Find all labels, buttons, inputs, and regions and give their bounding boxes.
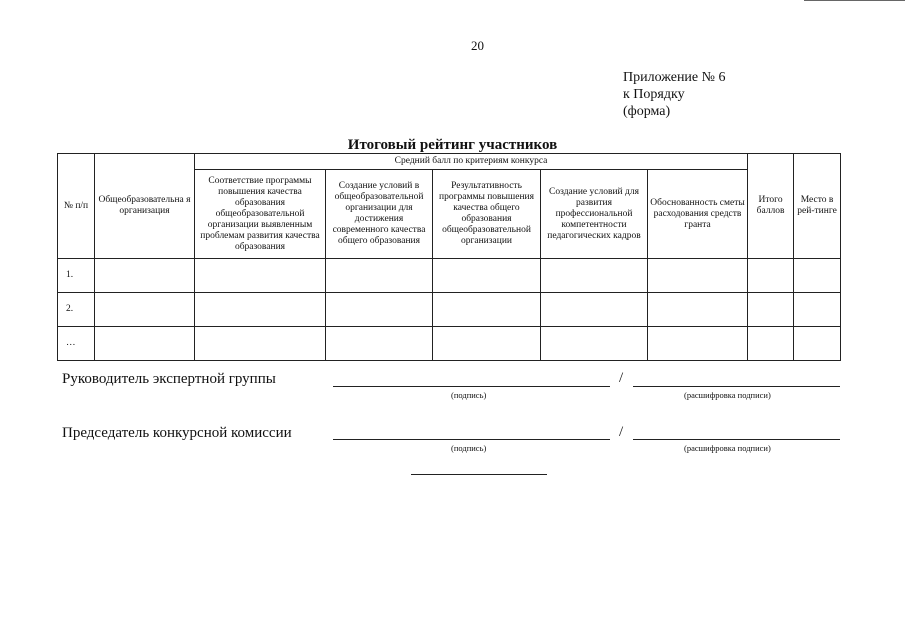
- signature-caption: (подпись): [451, 443, 487, 453]
- rating-table: [57, 153, 841, 361]
- decode-line: [633, 386, 840, 387]
- table-cell: [648, 293, 748, 327]
- table-cell: [433, 259, 541, 293]
- header-criterion-2: Создание условий в общеобразовательной организации для достижения современного качества общего образования: [326, 170, 433, 259]
- signature-slash: /: [619, 370, 624, 386]
- signature-line: [333, 439, 610, 440]
- table-cell: [541, 259, 648, 293]
- table-cell: [195, 327, 326, 361]
- header-criterion-3: Результативность программы повышения качества общего образования общеобразовательной организации: [433, 170, 541, 259]
- appendix-note: [623, 69, 726, 120]
- table-cell: [433, 293, 541, 327]
- table-cell: [748, 293, 794, 327]
- table-cell: [326, 259, 433, 293]
- table-cell: [748, 259, 794, 293]
- table-row: [58, 293, 841, 327]
- page-number: 20: [471, 38, 484, 53]
- page-top-edge-line: [804, 0, 905, 2]
- header-organization: Общеобразовательна я организация: [95, 154, 195, 259]
- table-cell: [433, 327, 541, 361]
- table-cell: [794, 259, 841, 293]
- table-cell: [195, 259, 326, 293]
- header-number: № п/п: [58, 154, 95, 259]
- closing-divider: [411, 474, 547, 475]
- table-cell: [541, 293, 648, 327]
- decode-caption: (расшифровка подписи): [684, 443, 771, 453]
- appendix-line-2: к Порядку: [623, 87, 685, 102]
- table-cell: [95, 327, 195, 361]
- header-criteria-group: Средний балл по критериям конкурса: [195, 154, 748, 170]
- signature-label-expert-head: Руководитель экспертной группы: [62, 371, 276, 387]
- table-cell: [95, 259, 195, 293]
- header-place: Место в рей-тинге: [794, 154, 841, 259]
- decode-caption: (расшифровка подписи): [684, 390, 771, 400]
- table-cell: [748, 327, 794, 361]
- signature-slash: /: [619, 424, 624, 440]
- table-cell: [794, 293, 841, 327]
- signature-line: [333, 386, 610, 387]
- table-cell: [794, 327, 841, 361]
- signature-label-commission-chair: Председатель конкурсной комиссии: [62, 425, 292, 441]
- row-number: 1.: [58, 259, 95, 293]
- table-cell: [195, 293, 326, 327]
- row-number: 2.: [58, 293, 95, 327]
- table-cell: [648, 327, 748, 361]
- table-cell: [326, 327, 433, 361]
- header-criterion-5: Обоснованность сметы расходования средств гранта: [648, 170, 748, 259]
- appendix-line-1: Приложение № 6: [623, 70, 726, 85]
- appendix-line-3: (форма): [623, 104, 671, 119]
- document-title: Итоговый рейтинг участников: [347, 137, 558, 153]
- table-row: [58, 259, 841, 293]
- table-cell: [95, 293, 195, 327]
- table-cell: [541, 327, 648, 361]
- table-row: [58, 327, 841, 361]
- decode-line: [633, 439, 840, 440]
- row-number: …: [58, 327, 95, 361]
- table-cell: [648, 259, 748, 293]
- header-total: Итого баллов: [748, 154, 794, 259]
- table-cell: [326, 293, 433, 327]
- header-criterion-4: Создание условий для развития профессиональной компетентности педагогических кадров: [541, 170, 648, 259]
- signature-caption: (подпись): [451, 390, 487, 400]
- header-criterion-1: Соответствие программы повышения качества образования общеобразовательной организации выявленным проблемам развития качества образования: [195, 170, 326, 259]
